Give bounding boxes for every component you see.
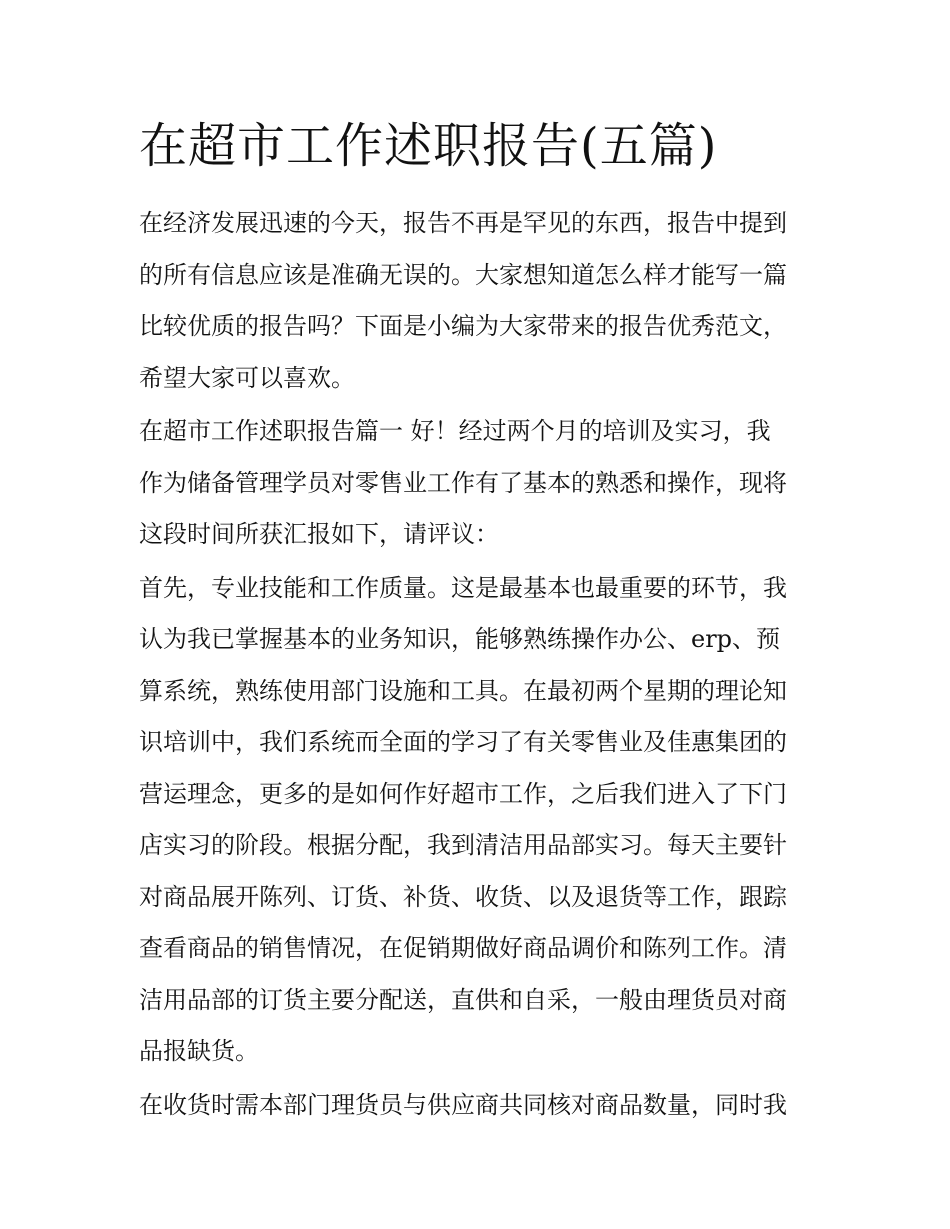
paragraph [139, 406, 819, 561]
text-line: 在经济发展迅速的今天，报告不再是罕见的东西，报告中提到 [139, 209, 787, 237]
text-line: 作为储备管理学员对零售业工作有了基本的熟悉和操作，现将 [139, 468, 787, 497]
document-title: 在超市工作述职报告(五篇) [139, 118, 718, 174]
text-line: 算系统，熟练使用部门设施和工具。在最初两个星期的理论知 [139, 676, 787, 705]
text-line: 在超市工作述职报告篇一 好！经过两个月的培训及实习，我 [139, 417, 771, 445]
text-line: 比较优质的报告吗？下面是小编为大家带来的报告优秀范文， [139, 312, 787, 340]
text-line: 品报缺货。 [139, 1037, 259, 1065]
text-line: 查看商品的销售情况，在促销期做好商品调价和陈列工作。清 [139, 934, 787, 962]
text-line: 店实习的阶段。根据分配，我到清洁用品部实习。每天主要针 [139, 831, 787, 859]
text-line: 在收货时需本部门理货员与供应商共同核对商品数量，同时我 [139, 1090, 787, 1119]
text-line: 营运理念，更多的是如何作好超市工作，之后我们进入了下门 [139, 779, 787, 808]
text-line: 洁用品部的订货主要分配送，直供和自采，一般由理货员对商 [139, 985, 787, 1014]
document-body [139, 198, 819, 1133]
text-line: 认为我已掌握基本的业务知识，能够熟练操作办公、erp、预 [139, 625, 781, 653]
text-line: 首先，专业技能和工作质量。这是最基本也最重要的环节，我 [139, 573, 787, 602]
text-line: 的所有信息应该是准确无误的。大家想知道怎么样才能写一篇 [139, 260, 787, 289]
text-line: 希望大家可以喜欢。 [139, 363, 355, 392]
paragraph [139, 198, 819, 404]
text-line: 对商品展开陈列、订货、补货、收货、以及退货等工作，跟踪 [139, 882, 787, 911]
text-line: 识培训中，我们系统而全面的学习了有关零售业及佳惠集团的 [139, 728, 787, 756]
text-line: 这段时间所获汇报如下，请评议： [139, 520, 499, 548]
paragraph [139, 1080, 819, 1132]
paragraph [139, 563, 819, 1078]
